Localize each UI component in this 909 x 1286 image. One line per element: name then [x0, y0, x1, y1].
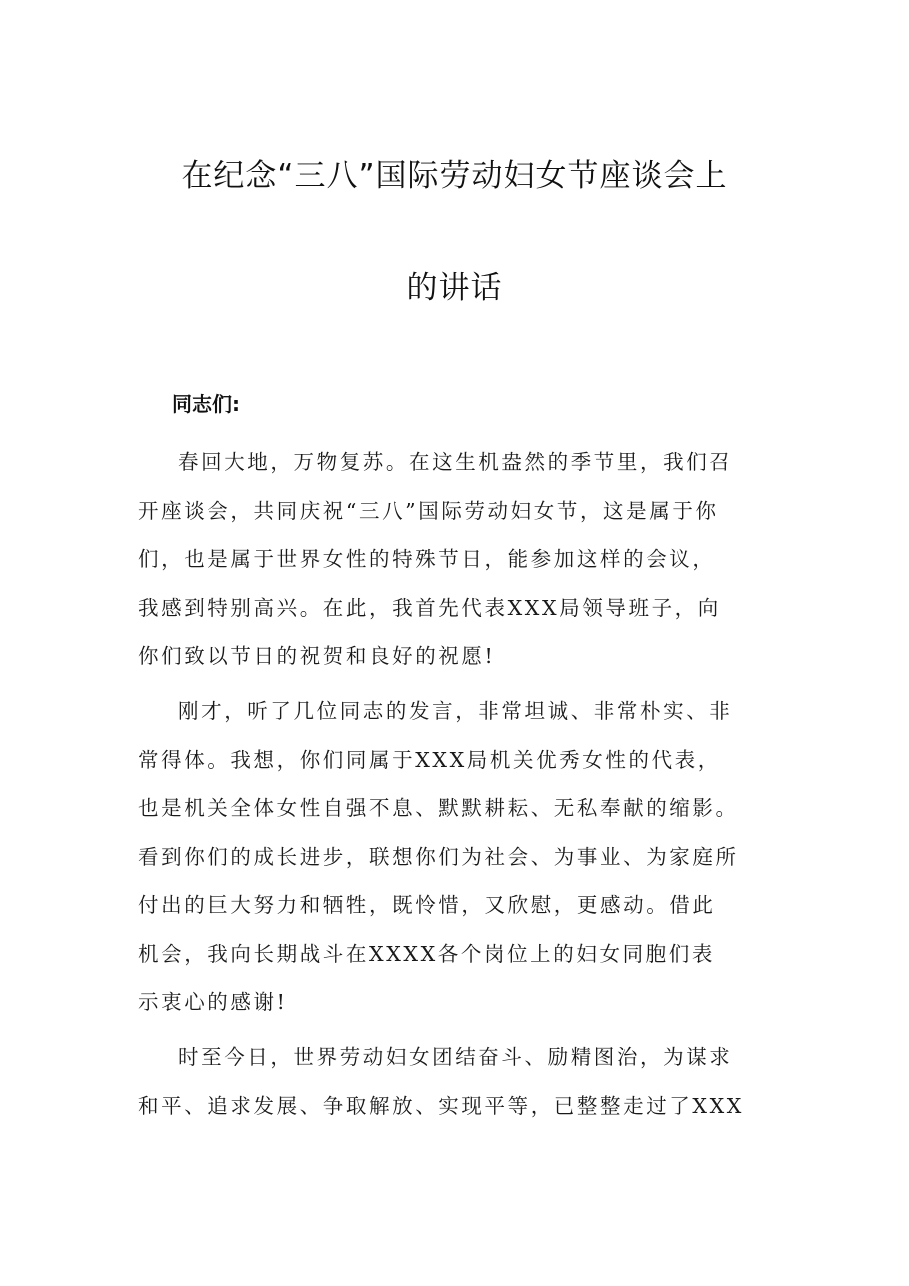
paragraph-line: 常得体。我想，你们同属于XXX局机关优秀女性的代表，: [138, 747, 721, 772]
document-title-line-1: 在纪念“三八”国际劳动妇女节座谈会上: [181, 158, 728, 194]
paragraph-line: 春回大地，万物复苏。在这生机盎然的季节里，我们召: [178, 450, 733, 474]
salutation: 同志们:: [172, 392, 240, 416]
paragraph-line: 示衷心的感谢!: [138, 990, 288, 1014]
paragraph-line: 付出的巨大努力和牺牲，既怜惜，又欣慰，更感动。借此: [138, 893, 716, 917]
paragraph-line: 开座谈会，共同庆祝“三八”国际劳动妇女节，这是属于你: [138, 498, 719, 523]
paragraph-1: [138, 450, 778, 693]
paragraph-line: 们，也是属于世界女性的特殊节日，能参加这样的会议，: [138, 547, 716, 571]
paragraph-2: [138, 699, 778, 1039]
paragraph-line: 也是机关全体女性自强不息、默默耕耘、无私奉献的缩影。: [138, 796, 739, 820]
paragraph-line: 时至今日，世界劳动妇女团结奋斗、励精图治，为谋求: [178, 1045, 733, 1069]
document-title-line-2: 的讲话: [406, 270, 503, 306]
paragraph-line: 你们致以节日的祝贺和良好的祝愿!: [138, 644, 496, 668]
paragraph-line: 我感到特别高兴。在此，我首先代表XXX局领导班子，向: [138, 595, 721, 620]
paragraph-line: 和平、追求发展、争取解放、实现平等，已整整走过了XXX: [138, 1093, 744, 1118]
paragraph-line: 刚才，听了几位同志的发言，非常坦诚、非常朴实、非: [178, 699, 733, 723]
paragraph-3: [138, 1045, 778, 1142]
paragraph-line: 机会，我向长期战斗在XXXX各个岗位上的妇女同胞们表: [138, 941, 715, 966]
paragraph-line: 看到你们的成长进步，联想你们为社会、为事业、为家庭所: [138, 844, 739, 869]
